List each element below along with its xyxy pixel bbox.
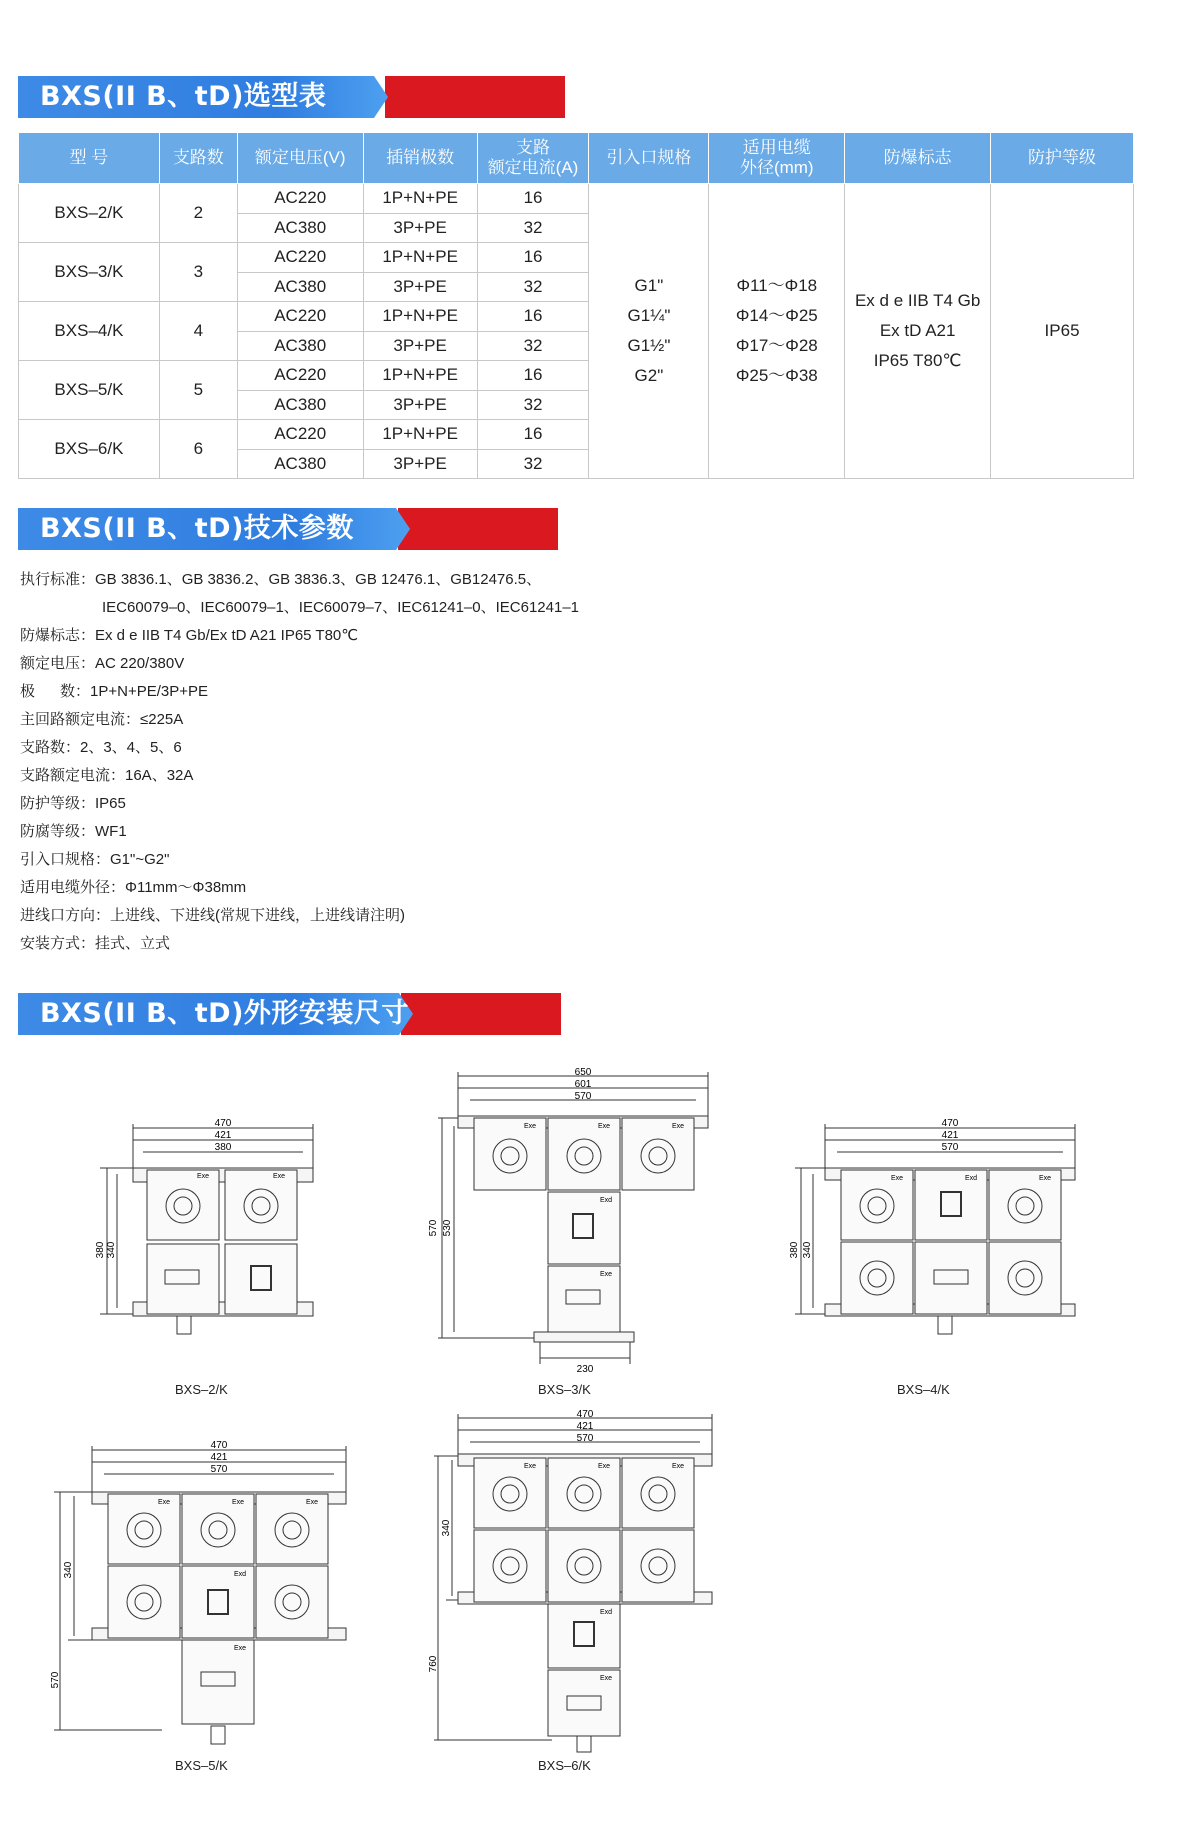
branches-cell: 6 [159,420,237,479]
voltage-cell: AC220 [237,361,363,391]
dim-b: 230 [576,1364,594,1375]
cable-cell [709,184,845,479]
exe-label: Exe [306,1499,319,1506]
model-cell: BXS–4/K [19,302,160,361]
caption-bxs-2k: BXS–2/K [175,1382,228,1397]
poles-cell: 3P+PE [363,449,477,479]
param-mounting: 安装方式：挂式、立式 [20,935,171,952]
exmark-line-2: Ex tD A21 [879,321,956,340]
dim-h1: 380 [789,1241,800,1259]
cable-range-4: Φ25～Φ38 [735,366,818,385]
poles-cell: 3P+PE [363,390,477,420]
exmark-line-1: Ex d e IIB T4 Gb [854,291,981,310]
model-cell: BXS–3/K [19,243,160,302]
drawing-bxs-3k [418,1068,718,1378]
param-ip: 防护等级：IP65 [20,795,126,812]
header-branches: 支路数 [159,133,237,184]
model-cell: BXS–5/K [19,361,160,420]
cable-range-3: Φ17～Φ28 [735,336,818,355]
param-main-current: 主回路额定电流：≤225A [20,711,184,728]
current-cell: 32 [477,272,589,302]
poles-cell: 3P+PE [363,213,477,243]
exd-label: Exd [965,1175,978,1182]
selection-table [18,132,1134,479]
param-branch-current: 支路额定电流：16A、32A [20,767,194,784]
param-entry: 引入口规格：G1"~G2" [20,851,170,868]
cable-range-2: Φ14～Φ25 [735,306,818,325]
current-cell: 32 [477,213,589,243]
header-current [477,133,589,184]
exe-label: Exe [600,1675,613,1682]
caption-bxs-6k: BXS–6/K [538,1758,591,1773]
exe-label: Exe [1039,1175,1052,1182]
exe-label: Exe [598,1463,611,1470]
poles-cell: 1P+N+PE [363,184,477,214]
dims-section-banner [18,993,561,1035]
header-entry: 引入口规格 [589,133,709,184]
voltage-cell: AC380 [237,272,363,302]
voltage-cell: AC220 [237,243,363,273]
dim-w3: 570 [576,1433,594,1444]
exmark-cell [845,184,991,479]
dim-h2: 340 [441,1519,452,1537]
table-row [19,184,1134,214]
dim-w3: 570 [574,1091,592,1102]
dim-w3: 570 [941,1142,959,1153]
dim-h1: 570 [428,1219,439,1237]
caption-bxs-3k: BXS–3/K [538,1382,591,1397]
exe-label: Exe [524,1123,537,1130]
dim-w1: 470 [941,1118,959,1129]
dim-h2: 340 [106,1241,117,1259]
current-cell: 16 [477,361,589,391]
header-ip: 防护等级 [991,133,1134,184]
dim-w2: 421 [214,1130,232,1141]
dim-h1: 380 [95,1241,106,1259]
model-cell: BXS–6/K [19,420,160,479]
tech-section-title: BXS(II B、tD)技术参数 [40,513,354,544]
selection-section-title: BXS(II B、tD)选型表 [40,81,327,112]
dim-h2: 340 [63,1561,74,1579]
entry-g114: G1¼" [627,306,671,325]
param-anticorrosion: 防腐等级：WF1 [20,823,127,840]
dim-w2: 421 [576,1421,594,1432]
param-exmark: 防爆标志：Ex d e IIB T4 Gb/Ex tD A21 IP65 T80℃ [20,627,359,644]
param-branches: 支路数：2、3、4、5、6 [20,739,182,756]
param-poles: 极 数：1P+N+PE/3P+PE [20,683,208,700]
dim-w1: 470 [210,1440,228,1451]
exe-label: Exe [524,1463,537,1470]
param-standard: 执行标准：GB 3836.1、GB 3836.2、GB 3836.3、GB 12476.1、GB12476.5、 [20,571,542,588]
branches-cell: 4 [159,302,237,361]
current-cell: 32 [477,390,589,420]
header-cable-line1: 适用电缆 [742,138,811,157]
dim-h2: 340 [802,1241,813,1259]
poles-cell: 1P+N+PE [363,243,477,273]
drawing-bxs-5k [52,1440,352,1750]
current-cell: 16 [477,302,589,332]
header-model: 型 号 [19,133,160,184]
voltage-cell: AC380 [237,390,363,420]
voltage-cell: AC380 [237,213,363,243]
header-cable [709,133,845,184]
dim-w2: 601 [574,1079,592,1090]
entry-cell [589,184,709,479]
dim-w1: 650 [574,1067,592,1078]
exe-label: Exe [600,1271,613,1278]
dim-w1: 470 [214,1118,232,1129]
exe-label: Exe [891,1175,904,1182]
exd-label: Exd [234,1571,247,1578]
exd-label: Exd [600,1609,613,1616]
dim-w2: 421 [210,1452,228,1463]
header-cable-line2: 外径(mm) [739,158,814,177]
header-exmark: 防爆标志 [845,133,991,184]
exe-label: Exe [672,1463,685,1470]
voltage-cell: AC380 [237,331,363,361]
dim-w3: 380 [214,1142,232,1153]
poles-cell: 3P+PE [363,272,477,302]
current-cell: 32 [477,331,589,361]
drawing-bxs-6k [418,1410,718,1755]
poles-cell: 3P+PE [363,331,477,361]
voltage-cell: AC380 [237,449,363,479]
drawing-bxs-2k [85,1118,330,1338]
branches-cell: 2 [159,184,237,243]
exe-label: Exe [197,1173,210,1180]
entry-g1: G1" [634,276,664,295]
current-cell: 16 [477,420,589,450]
param-voltage: 额定电压：AC 220/380V [20,655,185,672]
cable-range-1: Φ11～Φ18 [736,276,818,295]
exmark-line-3: IP65 T80℃ [873,351,962,370]
dim-w2: 421 [941,1130,959,1141]
voltage-cell: AC220 [237,302,363,332]
branches-cell: 3 [159,243,237,302]
dim-h1: 570 [50,1671,61,1689]
param-cable: 适用电缆外径：Φ11mm～Φ38mm [20,879,247,896]
exe-label: Exe [598,1123,611,1130]
exe-label: Exe [273,1173,286,1180]
selection-section-banner [18,76,565,118]
table-header-row [19,133,1134,184]
header-current-line1: 支路 [516,138,551,157]
header-voltage: 额定电压(V) [237,133,363,184]
voltage-cell: AC220 [237,420,363,450]
exe-label: Exe [158,1499,171,1506]
dim-h2: 530 [442,1219,453,1237]
header-current-line2: 额定电流(A) [487,158,579,177]
poles-cell: 1P+N+PE [363,361,477,391]
dim-w3: 570 [210,1464,228,1475]
poles-cell: 1P+N+PE [363,302,477,332]
tech-section-banner [18,508,558,550]
exd-label: Exd [600,1197,613,1204]
dim-w1: 470 [576,1409,594,1420]
current-cell: 16 [477,243,589,273]
poles-cell: 1P+N+PE [363,420,477,450]
branches-cell: 5 [159,361,237,420]
entry-g2: G2" [634,366,664,385]
dims-section-title: BXS(II B、tD)外形安装尺寸 [40,998,409,1029]
param-standard-cont: IEC60079–0、IEC60079–1、IEC60079–7、IEC61241–0、IEC61241–1 [102,599,580,616]
exe-label: Exe [232,1499,245,1506]
param-entry-direction: 进线口方向：上进线、下进线(常规下进线，上进线请注明) [20,907,405,924]
tech-params-list [20,566,579,958]
exe-label: Exe [672,1123,685,1130]
drawing-bxs-4k [785,1118,1090,1338]
caption-bxs-4k: BXS–4/K [897,1382,950,1397]
current-cell: 32 [477,449,589,479]
voltage-cell: AC220 [237,184,363,214]
dim-h1: 760 [428,1655,439,1673]
caption-bxs-5k: BXS–5/K [175,1758,228,1773]
model-cell: BXS–2/K [19,184,160,243]
header-poles: 插销极数 [363,133,477,184]
exe-label: Exe [234,1645,247,1652]
ip-cell: IP65 [991,184,1134,479]
current-cell: 16 [477,184,589,214]
entry-g112: G1½" [627,336,671,355]
